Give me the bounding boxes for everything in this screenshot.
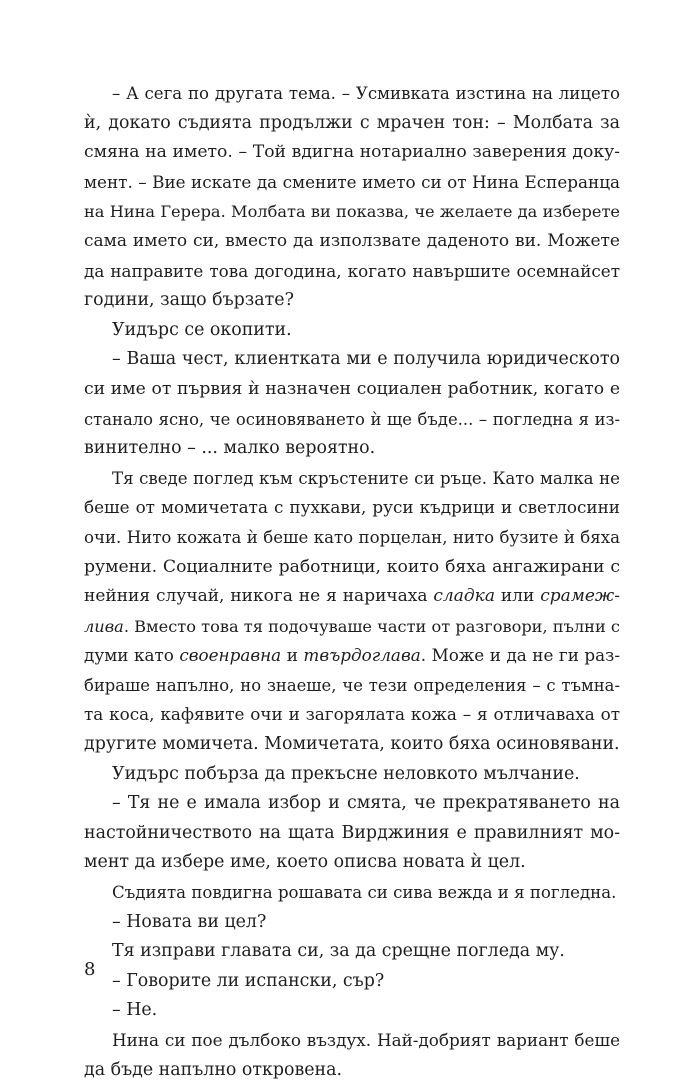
text-line: години, защо бързате? (84, 290, 294, 311)
text-line: нейния случай, никога не я наричаха сладка или срамеж- (84, 586, 620, 607)
italic-word: срамеж- (540, 586, 620, 607)
italic-word: своенравна (179, 645, 282, 666)
text-line: Уидърс побърза да прекъсне неловкото мълчание. (112, 763, 580, 784)
italic-word: лива (84, 616, 124, 636)
text-line: на Нина Герера. Молбата ви показва, че желаете да изберете (84, 202, 620, 222)
text-line: станало ясно, че осиновяването ѝ ще бъде... – погледна я из- (84, 409, 620, 429)
text-line: мент да избере име, което описва новата ѝ цел. (84, 852, 526, 873)
text-line: ѝ, докато съдията продължи с мрачен тон: – Молбата за (84, 112, 620, 133)
text-line: беше от момичетата с пухкави, руси къдрици и светлосини (84, 497, 620, 518)
text-line: другите момичета. Момичетата, които бяха осиновявани. (84, 734, 620, 755)
text-line: – Не. (112, 1000, 158, 1021)
text-line: – Тя не е имала избор и смята, че прекратяването на (112, 793, 620, 814)
text-line: думи като своенравна и твърдоглава. Може и да не ги раз- (84, 645, 620, 666)
text-line: румени. Социалните работници, които бяха ангажирани с (84, 556, 620, 577)
text-line: Тя сведе поглед към скръстените си ръце. Като малка не (112, 468, 620, 488)
page-number: 8 (84, 959, 96, 980)
text-line: – Ваша чест, клиентката ми е получила юридическото (112, 349, 620, 370)
text-line: бираше напълно, но знаеше, че тези определения – с тъмна- (84, 675, 620, 695)
text-line: настойничеството на щата Вирджиния е правилният мо- (84, 822, 620, 843)
text-line: – Говорите ли испански, сър? (112, 970, 385, 991)
text-line: – Новата ви цел? (112, 911, 267, 932)
text-line: очи. Нито кожата ѝ беше като порцелан, нито бузите ѝ бяха (84, 527, 620, 547)
text-line: мент. – Вие искате да смените името си от Нина Есперанца (84, 171, 620, 192)
text-line: смяна на името. – Той вдигна нотариално заверения доку- (84, 142, 620, 163)
italic-word: твърдоглава (303, 645, 421, 666)
text-line: да бъде напълно откровена. (84, 1059, 343, 1080)
text-line: сама името си, вместо да използвате даденото ви. Можете (84, 230, 620, 251)
text-line: лива. Вместо това тя подочуваше части от разговори, пълни с (84, 616, 620, 636)
text-line: Уидърс се окопити. (112, 319, 292, 340)
text-line: – А сега по другата тема. – Усмивката изстина на лицето (112, 84, 620, 103)
text-line: да направите това догодина, когато навършите осемнайсет (84, 260, 620, 281)
text-line: та коса, кафявите очи и загорялата кожа – я отличаваха от (84, 704, 620, 725)
text-line: Нина си пое дълбоко въздух. Най-добрият вариант беше (112, 1030, 620, 1050)
text-line: Тя изправи главата си, за да срещне погледа му. (112, 941, 565, 962)
text-line: си име от първия ѝ назначен социален работник, когато е (84, 378, 620, 399)
body-text (84, 79, 620, 1085)
italic-word: сладка (433, 586, 495, 607)
text-line: Съдията повдигна рошавата си сива вежда и я погледна. (112, 883, 617, 903)
text-line: винително – ... малко вероятно. (84, 438, 376, 459)
